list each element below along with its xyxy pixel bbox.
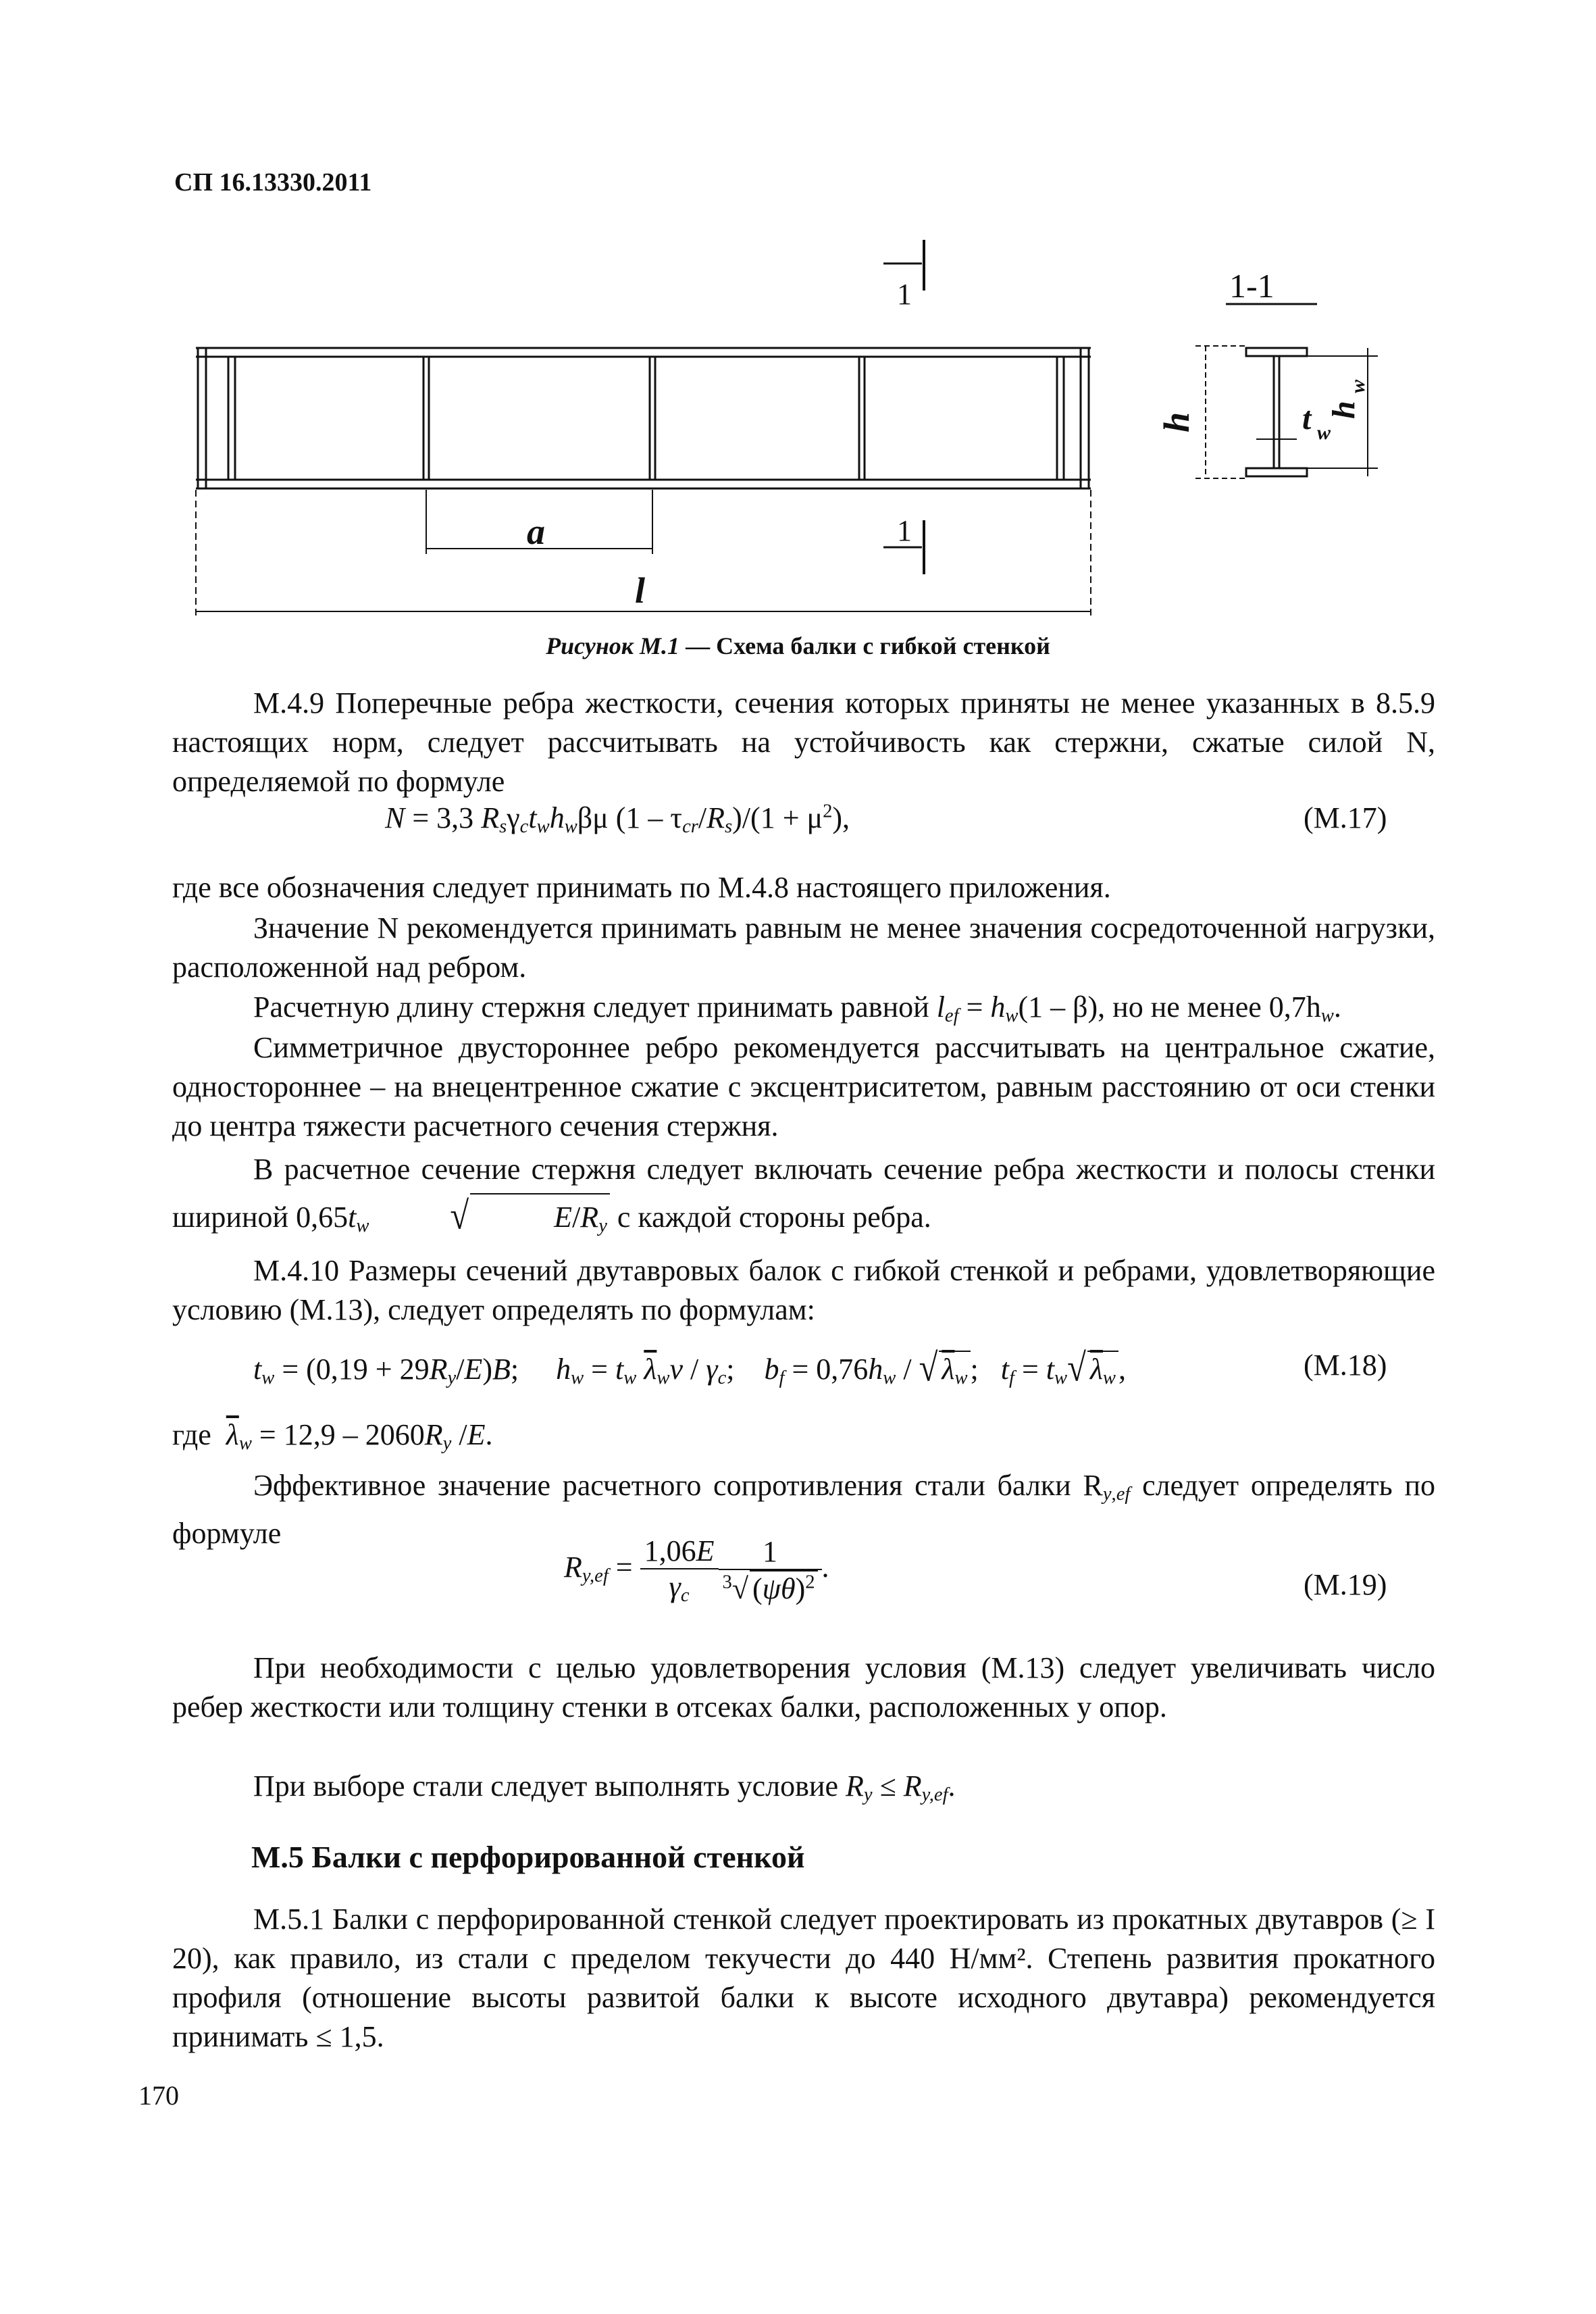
equation-m18: $t_w = (0,19 + 29R_y/E)B$; $h_w = t_w$ $\overline{\lambda}_w\nu / \gamma_c$; $b_f = 0,76h_w$ / √ $\lambda_w$; $t_f = t_w√$ $\lambda_w$, <box>253 1345 1126 1390</box>
label-a: a <box>527 511 545 552</box>
label-tw: t <box>1302 401 1312 436</box>
label-tw-sub: w <box>1317 422 1331 444</box>
section-mark-top: 1 <box>897 278 912 311</box>
figure-caption <box>0 632 1596 660</box>
label-l: l <box>635 570 646 611</box>
p6-text-a: В расчетное сечение стержня следует включать сечение ребра жесткости и полосы стенки шириной <box>172 1153 1435 1234</box>
where-label: где <box>172 1418 211 1451</box>
paragraph-section: В расчетное сечение стержня следует включать сечение ребра жесткости и полосы стенки шириной $0,65t_w$ √ $E/R_y$ с каждой стороны ребра. <box>172 1147 1435 1249</box>
paragraph-notation: где все обозначения следует принимать по М.4.8 настоящего приложения. <box>172 871 1111 904</box>
p4-text-b: но не менее 0,7h <box>1112 990 1321 1024</box>
paragraph-steel-choice: При выборе стали следует выполнять условие $R_y \le R_{y,ef}$. <box>253 1769 956 1806</box>
paragraph-effective-resistance: Эффективное значение расчетного сопротивления стали балки $R_{y,ef}$ следует определять по формуле <box>172 1469 1436 1551</box>
paragraph-m51: М.5.1 Балки с перфорированной стенкой следует проектировать из прокатных двутавров (≥ I 20), как правило, из стали с пределом текучести до 440 Н/мм². Степень развития прокатного профиля (отношение высоты развитой балки к высоте исходного двутавра) рекомендуется принимать ≤ 1,5. <box>172 1903 1435 2053</box>
section-heading-m5: М.5 Балки с перфорированной стенкой <box>251 1840 805 1874</box>
paragraph-n-value: Значение N рекомендуется принимать равным не менее значения сосредоточенной нагрузки, расположенной над ребром. <box>172 911 1435 984</box>
equation-m19: $R_{y,ef}$ = $\frac{1,06E}{\gamma_c}$ $\frac{1}{^3√ (\psi\theta)^2}$ . <box>564 1534 829 1607</box>
p4-text-a: Расчетную длину стержня следует принимать равной <box>253 990 929 1024</box>
section-title: 1-1 <box>1229 267 1275 305</box>
label-hw-sub: w <box>1347 379 1369 393</box>
lambda-definition: где $\overline{\lambda}_w = 12,9 - 2060R_y$ /E. <box>172 1418 493 1455</box>
page-number: 170 <box>138 2080 179 2111</box>
paragraph-symmetric-rib: Симметричное двустороннее ребро рекомендуется рассчитывать на центральное сжатие, одностороннее – на внецентренное сжатие с эксцентриситетом, равным расстоянию от оси стенки до центра тяжести расчетного сечения стержня. <box>172 1031 1435 1142</box>
beam-diagram <box>176 236 1391 622</box>
paragraph-m410: М.4.10 Размеры сечений двутавровых балок с гибкой стенкой и ребрами, удовлетворяющие условию (М.13), следует определять по формулам: <box>172 1254 1435 1326</box>
figure-caption-prefix: Рисунок М.1 <box>546 632 680 659</box>
equation-m19-number: (М.19) <box>1304 1568 1387 1601</box>
document-header: СП 16.13330.2011 <box>174 168 372 197</box>
p9-text-b: следует определять по формуле <box>172 1469 1436 1551</box>
paragraph-effective-length: Расчетную длину стержня следует принимать равной $l_{ef} = h_w(1 - \beta)$, но не менее $0,7h_w$. <box>253 990 1341 1027</box>
equation-m17-number: (М.17) <box>1304 801 1387 834</box>
equation-m17: N = 3,3 $R_s\gamma_ct_wh_w\beta\mu$ $(1 - \tau_{cr}/R_s)/(1 + \mu^2)$, <box>385 801 850 838</box>
section-mark-bottom: 1 <box>897 514 912 547</box>
paragraph-increase-ribs: При необходимости с целью удовлетворения условия (М.13) следует увеличивать число ребер жесткости или толщину стенки в отсеках балки, расположенных у опор. <box>172 1651 1435 1724</box>
paragraph-m49: М.4.9 Поперечные ребра жесткости, сечения которых приняты не менее указанных в 8.5.9 настоящих норм, следует рассчитывать на устойчивость как стержни, сжатые силой N, определяемой по формуле <box>172 686 1435 798</box>
p6-text-b: с каждой стороны ребра. <box>617 1201 931 1234</box>
p9-text-a: Эффективное значение расчетного сопротивления стали балки R <box>253 1469 1103 1502</box>
equation-m18-number: (М.18) <box>1304 1349 1387 1382</box>
p11-text: При выборе стали следует выполнять условие <box>253 1769 838 1803</box>
label-h: h <box>1156 411 1197 432</box>
label-hw: h <box>1326 401 1362 419</box>
figure-caption-text: — Схема балки с гибкой стенкой <box>679 632 1050 659</box>
